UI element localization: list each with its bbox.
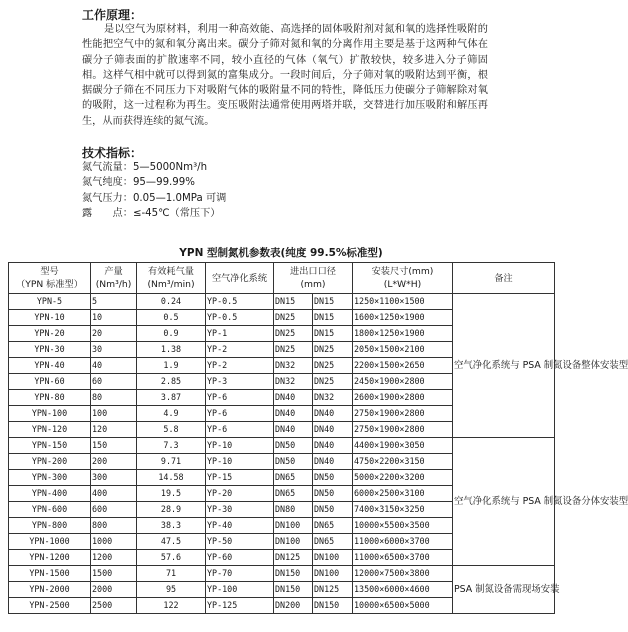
table-cell: YP-0.5 [206,310,274,326]
table-cell: YPN-200 [9,454,91,470]
table-cell: 7.3 [137,438,206,454]
table-cell: 7400×3150×3250 [353,502,453,518]
spec-dewpoint [82,206,226,221]
table-cell: DN50 [274,454,313,470]
spec-label: 氮气压力： [82,192,133,204]
table-cell: YPN-1500 [9,566,91,582]
table-cell: 11000×6000×3700 [353,534,453,550]
header-purifier: 空气净化系统 [206,263,274,294]
table-cell: YPN-600 [9,502,91,518]
specs-list [82,160,226,222]
table-cell: DN65 [313,534,353,550]
table-cell: 800 [91,518,137,534]
spec-label: 氮气纯度： [82,177,133,189]
table-cell: DN25 [313,374,353,390]
table-cell: DN100 [274,518,313,534]
table-cell: YPN-800 [9,518,91,534]
table-cell: YP-1 [206,326,274,342]
table-cell: YPN-300 [9,470,91,486]
table-cell: 2.85 [137,374,206,390]
table-cell: 80 [91,390,137,406]
table-cell: 1800×1250×1900 [353,326,453,342]
table-cell: 2450×1900×2800 [353,374,453,390]
table-cell: 4750×2200×3150 [353,454,453,470]
table-cell: YPN-100 [9,406,91,422]
table-cell: DN32 [274,358,313,374]
header-size: 安装尺寸(mm) (L*W*H) [353,263,453,294]
table-cell: 600 [91,502,137,518]
table-cell: YPN-2000 [9,582,91,598]
table-cell: YP-40 [206,518,274,534]
header-ports: 进出口口径 (mm) [274,263,353,294]
table-cell: 2750×1900×2800 [353,422,453,438]
table-cell: DN150 [274,566,313,582]
table-cell: 5 [91,294,137,310]
table-cell: DN40 [313,406,353,422]
table-cell: DN40 [313,422,353,438]
spec-flow [82,160,226,175]
table-cell: DN32 [313,390,353,406]
table-cell: DN80 [274,502,313,518]
table-cell: 57.6 [137,550,206,566]
table-cell: DN32 [274,374,313,390]
table-cell: 47.5 [137,534,206,550]
spec-value: ≤-45℃（常压下） [132,208,221,220]
table-cell: 10000×5500×3500 [353,518,453,534]
table-cell: 400 [91,486,137,502]
table-cell: 40 [91,358,137,374]
table-cell: 5.8 [137,422,206,438]
table-cell: 300 [91,470,137,486]
table-cell: DN50 [313,502,353,518]
parameter-table [8,262,628,614]
table-cell: YP-30 [206,502,274,518]
table-cell: YP-10 [206,438,274,454]
table-cell: 4400×1900×3050 [353,438,453,454]
table-cell: YP-15 [206,470,274,486]
table-cell: 1500 [91,566,137,582]
table-cell: DN25 [274,342,313,358]
table-cell: 60 [91,374,137,390]
spec-label: 露 点： [82,208,133,220]
table-cell: DN65 [313,518,353,534]
table-cell: YPN-40 [9,358,91,374]
table-cell: DN15 [313,294,353,310]
table-cell: 14.58 [137,470,206,486]
table-cell: YP-100 [206,582,274,598]
table-cell: DN40 [313,438,353,454]
table-cell: 100 [91,406,137,422]
table-cell: YP-20 [206,486,274,502]
table-cell: DN40 [313,454,353,470]
note-cell: 空气净化系统与 PSA 制氮设备整体安装型 [453,294,555,438]
table-cell: YP-3 [206,374,274,390]
table-cell: 2600×1900×2800 [353,390,453,406]
table-cell: DN15 [313,310,353,326]
table-cell: YPN-400 [9,486,91,502]
spec-pressure [82,191,226,206]
table-cell: DN150 [274,582,313,598]
table-cell: DN65 [274,486,313,502]
note-cell: 空气净化系统与 PSA 制氮设备分体安装型 [453,438,555,566]
header-note: 备注 [453,263,555,294]
table-cell: DN40 [274,422,313,438]
note-cell: PSA 制氮设备需现场安装 [453,566,555,614]
table-row [9,294,555,310]
spec-value: 95—99.99% [132,177,195,189]
table-cell: 2000 [91,582,137,598]
table-cell: DN200 [274,598,313,614]
table-cell: YP-6 [206,422,274,438]
table-cell: DN100 [313,566,353,582]
table-cell: YP-2 [206,342,274,358]
table-cell: DN25 [274,310,313,326]
table-cell: DN50 [274,438,313,454]
table-cell: YPN-150 [9,438,91,454]
table-cell: 38.3 [137,518,206,534]
table-cell: 28.9 [137,502,206,518]
table-cell: 2750×1900×2800 [353,406,453,422]
table-cell: DN25 [313,342,353,358]
table-cell: 0.5 [137,310,206,326]
table-cell: 122 [137,598,206,614]
header-output: 产量 (Nm³/h) [91,263,137,294]
table-cell: YPN-80 [9,390,91,406]
table-cell: 13500×6000×4600 [353,582,453,598]
table-cell: DN125 [274,550,313,566]
table-cell: 5000×2200×3200 [353,470,453,486]
table-cell: 2200×1500×2650 [353,358,453,374]
table-cell: DN65 [274,470,313,486]
table-cell: YPN-1200 [9,550,91,566]
table-cell: YPN-120 [9,422,91,438]
table-row [9,566,555,582]
spec-purity [82,175,226,190]
table-cell: 95 [137,582,206,598]
table-cell: 12000×7500×3800 [353,566,453,582]
table-cell: DN25 [274,326,313,342]
table-cell: DN100 [274,534,313,550]
table-cell: 0.24 [137,294,206,310]
spec-label: 氮气流量： [82,162,133,173]
table-cell: DN150 [313,598,353,614]
table-cell: 1200 [91,550,137,566]
table-cell: YPN-60 [9,374,91,390]
table-cell: 0.9 [137,326,206,342]
table-cell: YP-2 [206,358,274,374]
header-air-consumption: 有效耗气量 (Nm³/min) [137,263,206,294]
table-cell: 1250×1100×1500 [353,294,453,310]
table-cell: DN100 [313,550,353,566]
table-cell: 1000 [91,534,137,550]
table-cell: DN50 [313,470,353,486]
table-cell: DN40 [274,390,313,406]
table-cell: DN40 [274,406,313,422]
table-cell: YP-50 [206,534,274,550]
table-cell: DN50 [313,486,353,502]
spec-value: 0.05—1.0MPa 可调 [132,192,227,204]
table-cell: 19.5 [137,486,206,502]
table-cell: 9.71 [137,454,206,470]
table-cell: 4.9 [137,406,206,422]
table-cell: 1.38 [137,342,206,358]
table-cell: 20 [91,326,137,342]
table-cell: 71 [137,566,206,582]
table-header-row [9,263,555,294]
table-cell: YP-6 [206,390,274,406]
table-cell: 2050×1500×2100 [353,342,453,358]
header-model: 型号 （YPN 标准型） [9,263,91,294]
table-cell: DN15 [274,294,313,310]
table-cell: DN125 [313,582,353,598]
table-cell: 1600×1250×1900 [353,310,453,326]
table-cell: 6000×2500×3100 [353,486,453,502]
spec-value: 5—5000Nm³/h [132,162,208,173]
table-cell: YPN-10 [9,310,91,326]
table-cell: 30 [91,342,137,358]
table-title: YPN 型制氮机参数表(纯度 99.5%标准型) [179,247,383,259]
table-cell: YP-70 [206,566,274,582]
table-cell: 10000×6500×5000 [353,598,453,614]
table-cell: YPN-2500 [9,598,91,614]
table-cell: YP-60 [206,550,274,566]
table-cell: 150 [91,438,137,454]
principle-text: 是以空气为原材料，利用一种高效能、高选择的固体吸附剂对氮和氧的选择性吸附的性能把空气中的氮和氧分离出来。碳分子筛对氮和氧的分离作用主要是基于这两种气体在碳分子筛表面的扩散速率不同，较小直径的气体（氧气）扩散较快，较多进入分子筛固相。这样气相中就可以得到氮的富集成分。一段时间后，分子筛对氧的吸附达到平衡，根据碳分子筛在不同压力下对吸附气体的吸附量不同的特性，降低压力使碳分子筛解除对氧的吸附，这一过程称为再生。变压吸附法通常使用两塔并联，交替进行加压吸附和解压再生，从而获得连续的氮气流。 [82,24,488,127]
table-cell: 1.9 [137,358,206,374]
table-cell: YPN-1000 [9,534,91,550]
table-row [9,438,555,454]
table-cell: 11000×6500×3700 [353,550,453,566]
table-cell: 120 [91,422,137,438]
table-cell: DN25 [313,358,353,374]
table-cell: 2500 [91,598,137,614]
table-cell: YPN-30 [9,342,91,358]
principle-title: 工作原理： [82,8,143,22]
table-cell: YP-125 [206,598,274,614]
table-cell: DN15 [313,326,353,342]
table-cell: YPN-5 [9,294,91,310]
table-cell: YP-6 [206,406,274,422]
table-cell: 10 [91,310,137,326]
specs-title: 技术指标： [82,146,143,160]
table-cell: YP-0.5 [206,294,274,310]
table-cell: YPN-20 [9,326,91,342]
table-cell: 200 [91,454,137,470]
table-cell: YP-10 [206,454,274,470]
table-cell: 3.87 [137,390,206,406]
